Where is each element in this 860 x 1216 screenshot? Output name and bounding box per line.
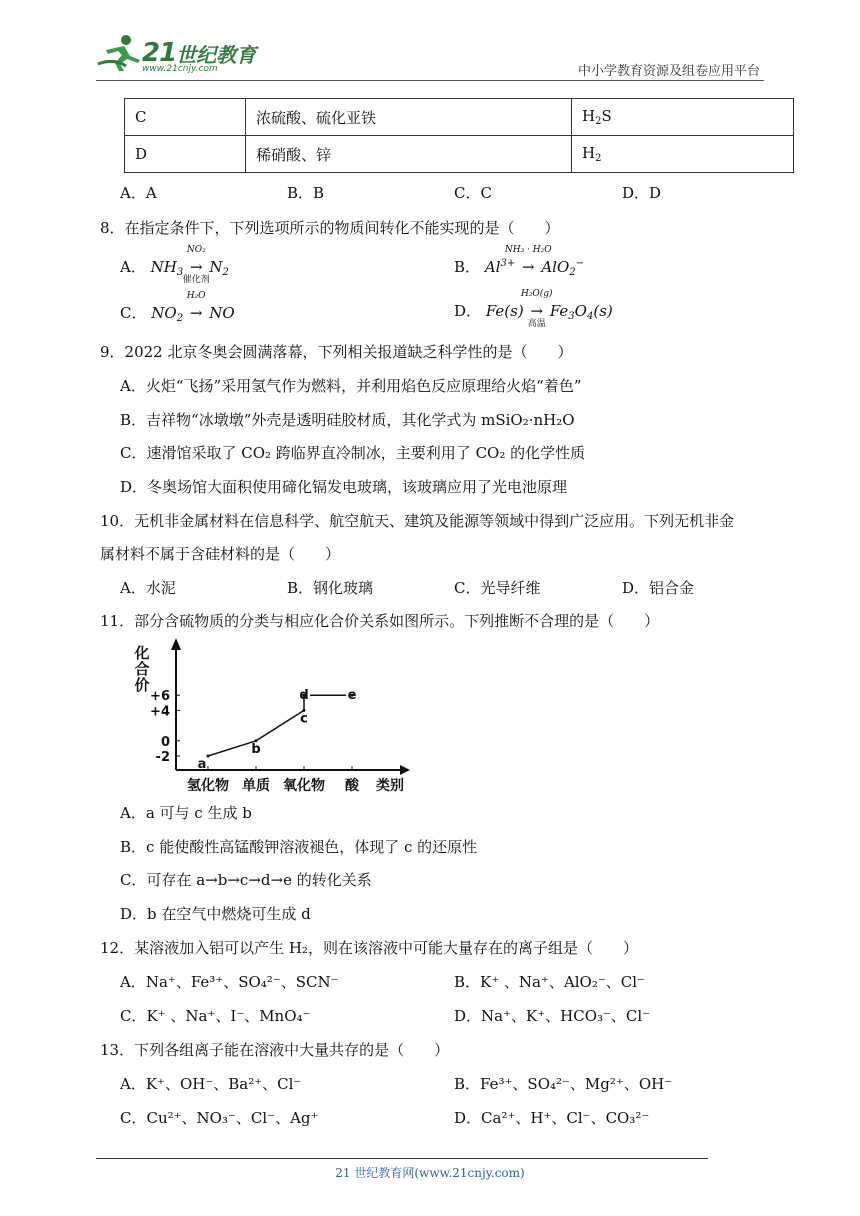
q13-option-c: C．Cu²⁺、NO₃⁻、Cl⁻、Ag⁺	[120, 1109, 319, 1127]
q12-option-d: D．Na⁺、K⁺、HCO₃⁻、Cl⁻	[454, 1007, 651, 1025]
q11-stem: 11．部分含硫物质的分类与相应化合价关系如图所示。下列推断不合理的是（ ）	[100, 612, 660, 630]
q13-option-a: A．K⁺、OH⁻、Ba²⁺、Cl⁻	[120, 1075, 302, 1093]
q8-option-c: C． $NO_2$ → H₂O NO	[120, 291, 235, 324]
q11-option-a: A．a 可与 c 生成 b	[120, 804, 252, 822]
q12-stem: 12．某溶液加入铝可以产生 H₂，则在该溶液中可能大量存在的离子组是（ ）	[100, 939, 638, 957]
y-tick-label: -2	[155, 750, 170, 765]
q10-option-b: B．钢化玻璃	[287, 579, 374, 597]
q9-option-c: C．速滑馆采取了 CO₂ 跨临界直冷制冰，主要利用了 CO₂ 的化学性质	[120, 444, 586, 462]
table-row	[125, 136, 794, 173]
reaction-arrow: → H₂O	[186, 291, 206, 322]
x-tick-label: 酸	[345, 778, 359, 794]
x-tick-label: 单质	[242, 778, 270, 794]
footer-divider	[96, 1158, 708, 1159]
q12-option-b: B．K⁺ 、Na⁺、AlO₂⁻、Cl⁻	[454, 973, 645, 991]
reaction-arrow: → NO₂ 催化剂	[182, 245, 210, 285]
data-label-b: b	[251, 741, 261, 757]
q11-option-c: C．可存在 a→b→c→d→e 的转化关系	[120, 871, 372, 889]
y-axis-arrow-icon	[171, 638, 181, 650]
q12-option-a: A．Na⁺、Fe³⁺、SO₄²⁻、SCN⁻	[120, 973, 339, 991]
table-cell-reagents: 稀硝酸、锌	[246, 136, 572, 173]
q9-option-a: A．火炬“飞扬”采用氢气作为燃料，并利用焰色反应原理给火焰“着色”	[120, 377, 582, 395]
q13-option-d: D．Ca²⁺、H⁺、Cl⁻、CO₃²⁻	[454, 1109, 650, 1127]
q9-stem: 9．2022 北京冬奥会圆满落幕，下列相关报道缺乏科学性的是（ ）	[100, 343, 573, 361]
header-divider	[96, 80, 764, 81]
q11-option-b: B．c 能使酸性高锰酸钾溶液褪色，体现了 c 的还原性	[120, 838, 478, 856]
y-tick-label: +4	[150, 704, 170, 720]
data-label-e: e	[347, 688, 357, 704]
q10-stem-cont: 属材料不属于含硅材料的是（ ）	[100, 545, 341, 563]
q10-option-d: D．铝合金	[622, 579, 695, 597]
q10-option-a: A．水泥	[120, 579, 176, 597]
logo-title: 世纪教育	[176, 42, 257, 67]
options-table	[124, 98, 794, 173]
x-tick-label: 氢化物	[187, 778, 229, 794]
table-cell-gas: $H_2$	[572, 136, 794, 173]
q8-option-d: D． Fe(s) → H₂O(g) 高温 $Fe_3O_4(s)$	[454, 289, 613, 329]
table-cell-label: C	[125, 99, 246, 136]
sulfur-valence-chart	[128, 636, 428, 796]
data-label-d: d	[299, 688, 309, 704]
x-axis-label: 类别	[376, 778, 404, 794]
q9-option-d: D．冬奥场馆大面积使用碲化镉发电玻璃，该玻璃应用了光电池原理	[120, 478, 568, 496]
y-tick-label: +6	[150, 689, 170, 705]
q7-option-b: B．B	[287, 184, 325, 202]
q7-option-d: D．D	[622, 184, 662, 202]
q9-option-b: B．吉祥物“冰墩墩”外壳是透明硅胶材质，其化学式为 mSiO₂·nH₂O	[120, 411, 575, 429]
q10-option-c: C．光导纤维	[454, 579, 541, 597]
q13-stem: 13．下列各组离子能在溶液中大量共存的是（ ）	[100, 1041, 450, 1059]
x-axis-arrow-icon	[400, 765, 410, 775]
x-tick-label: 氧化物	[283, 778, 325, 794]
footer-text: 21 世纪教育网(www.21cnjy.com)	[335, 1166, 525, 1180]
table-cell-reagents: 浓硫酸、硫化亚铁	[246, 99, 572, 136]
y-tick-label: 0	[160, 734, 170, 750]
data-label-a: a	[197, 757, 207, 772]
q10-stem: 10．无机非金属材料在信息科学、航空航天、建筑及能源等领域中得到广泛应用。下列无机非金	[100, 512, 735, 530]
table-cell-gas: $H_2S$	[572, 99, 794, 136]
runner-logo-icon	[96, 34, 142, 72]
q11-option-d: D．b 在空气中燃烧可生成 d	[120, 905, 311, 923]
table-cell-label: D	[125, 136, 246, 173]
data-label-c: c	[300, 711, 308, 727]
reaction-arrow: → H₂O(g) 高温	[520, 289, 553, 329]
y-axis-label: 合	[134, 660, 150, 678]
q12-option-c: C．K⁺ 、Na⁺、I⁻、MnO₄⁻	[120, 1007, 311, 1025]
q8-stem: 8．在指定条件下，下列选项所示的物质间转化不能实现的是（ ）	[100, 219, 560, 237]
q7-option-c: C．C	[454, 184, 492, 202]
y-axis-label: 价	[134, 676, 150, 694]
q8-option-a: A． $NH_3$ → NO₂ 催化剂 $N_2$	[120, 245, 229, 285]
q7-option-a: A．A	[120, 184, 157, 202]
data-point-a	[207, 755, 210, 758]
logo-url: www.21cnjy.com	[142, 64, 218, 74]
table-row	[125, 99, 794, 136]
reaction-arrow: → NH₃ · H₂O	[504, 245, 552, 276]
q8-option-b: B． $Al^{3+}$ → NH₃ · H₂O AlO$_2$−	[454, 245, 585, 278]
logo-number: 21	[142, 38, 177, 68]
header-platform-text: 中小学教育资源及组卷应用平台	[577, 64, 760, 79]
q13-option-b: B．Fe³⁺、SO₄²⁻、Mg²⁺、OH⁻	[454, 1075, 673, 1093]
y-axis-label: 化	[134, 644, 150, 662]
